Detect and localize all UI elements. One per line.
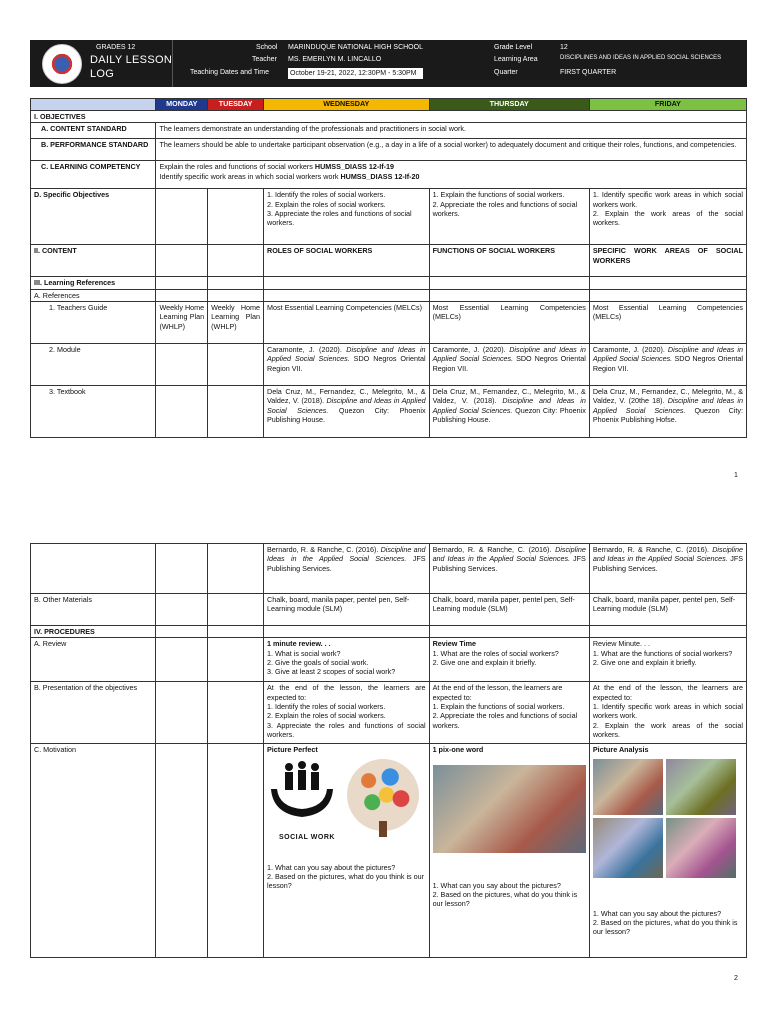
- performance-label: B. PERFORMANCE STANDARD: [31, 139, 156, 161]
- module-fri: Caramonte, J. (2020). Discipline and Ideas in Applied Social Sciences. SDO Negros Oriental Region VII.: [589, 344, 746, 386]
- module-wed: Caramonte, J. (2020). Discipline and Ideas in Applied Social Sciences. SDO Negros Oriental Region VII.: [264, 344, 430, 386]
- motivation-thu: 1 pix-one word 1. What can you say about the pictures? 2. Based on the pictures, what do you think is our lesson?: [429, 744, 589, 958]
- grade-level-label: Grade Level: [494, 44, 533, 51]
- module-thu: Caramonte, J. (2020). Discipline and Ideas in Applied Social Sciences. SDO Negros Oriental Region VII.: [429, 344, 589, 386]
- references-sub: A. References: [31, 289, 156, 301]
- competency-line2: Identify specific work areas in which social workers work: [159, 171, 341, 181]
- review-label: A. Review: [31, 638, 156, 682]
- references-heading: III. Learning References: [31, 277, 156, 289]
- review-fri: Review Minute. . . 1. What are the functions of social workers? 2. Give one and explain it briefly.: [589, 638, 746, 682]
- social-work-picture: [267, 759, 426, 863]
- competency-code2: HUMSS_DIASS 12-If-20: [340, 171, 420, 181]
- content-thu: FUNCTIONS OF SOCIAL WORKERS: [429, 245, 589, 277]
- specific-mon: [156, 189, 208, 245]
- content-mon: [156, 245, 208, 277]
- grade-level-value: 12: [560, 44, 568, 51]
- bernardo-wed: Bernardo, R. & Ranche, C. (2016). Discipline and Ideas in the Applied Social Sciences. JFS Publishing Services.: [264, 544, 430, 594]
- presentation-wed: At the end of the lesson, the learners are expected to: 1. Identify the roles of social workers. 2. Explain the roles of social workers. 3. Appreciate the roles and functions of social workers.: [264, 682, 430, 744]
- competency-label: C. LEARNING COMPETENCY: [31, 161, 156, 189]
- motivation-fri-title: Picture Analysis: [592, 745, 649, 755]
- competency-line1: Explain the roles and functions of social workers: [159, 162, 315, 172]
- lesson-header: [30, 40, 747, 87]
- performance-text: The learners should be able to undertake participant observation (e.g., a day in a life of a social worker) to adequately document and critique their roles, functions, and competencies.: [156, 139, 747, 161]
- social-workers-photo: [433, 765, 586, 853]
- motivation-thu-title: 1 pix-one word: [432, 745, 484, 755]
- content-standard-label: A. CONTENT STANDARD: [31, 123, 156, 139]
- specific-fri: 1. Identify specific work areas in which social workers work. 2. Explain the work areas of the social workers.: [589, 189, 746, 245]
- content-fri: SPECIFIC WORK AREAS OF SOCIAL WORKERS: [589, 245, 746, 277]
- specific-tue: [208, 189, 264, 245]
- page-1-table: [30, 98, 747, 438]
- other-wed: Chalk, board, manila paper, pentel pen, Self-Learning module (SLM): [264, 594, 430, 626]
- dates-box: [288, 68, 423, 79]
- teacher-label: Teacher: [252, 56, 277, 63]
- dates-label: Teaching Dates and Time: [190, 69, 269, 76]
- teacher-value: MS. EMERLYN M. LINCALLO: [288, 56, 382, 63]
- work-areas-collage: [593, 759, 743, 909]
- day-thursday: THURSDAY: [429, 99, 589, 111]
- content-standard-text: The learners demonstrate an understanding of the professionals and practitioners in social work.: [156, 123, 747, 139]
- title-line2: LOG: [90, 68, 115, 80]
- page-2-table: [30, 543, 747, 958]
- tg-mon: Weekly Home Learning Plan (WHLP): [156, 302, 208, 344]
- motivation-fri: Picture Analysis 1. What can you say about the pictures? 2. Based on the pictures, what do you think is our lesson?: [589, 744, 746, 958]
- bernardo-fri: Bernardo, R. & Ranche, C. (2016). Discipline and Ideas in the Applied Social Sciences. JFS Publishing Services.: [589, 544, 746, 594]
- presentation-thu: At the end of the lesson, the learners are expected to: 1. Explain the functions of social workers. 2. Appreciate the roles and functions of social workers.: [429, 682, 589, 744]
- teachers-guide-label: 1. Teachers Guide: [31, 302, 156, 344]
- day-friday: FRIDAY: [589, 99, 746, 111]
- competency-code1: HUMSS_DIASS 12-If-19: [314, 162, 394, 172]
- school-label: School: [256, 44, 278, 51]
- presentation-fri: At the end of the lesson, the learners are expected to: 1. Identify specific work areas in which social workers work. 2. Explain the work areas of the social workers.: [589, 682, 746, 744]
- motivation-wed-title: Picture Perfect: [267, 745, 318, 755]
- textbook-fri: Dela Cruz, M., Fernandez, C., Melegrito, M., & Valdez, V. (20the 18). Discipline and Ideas in Applied Social Sciences. Quezon City: Phoenix Publishing Hofse.: [589, 386, 746, 438]
- dates-value: October 19-21, 2022, 12:30PM - 5:30PM: [290, 70, 417, 77]
- motivation-label: C. Motivation: [31, 744, 156, 958]
- specific-wed: 1. Identify the roles of social workers. 2. Explain the roles of social workers. 3. Appreciate the roles and functions of social workers.: [264, 189, 430, 245]
- page-number-2: 2: [734, 975, 738, 982]
- textbook-label: 3. Textbook: [31, 386, 156, 438]
- bernardo-thu: Bernardo, R. & Ranche, C. (2016). Discipline and Ideas in the Applied Social Sciences. JFS Publishing Services.: [429, 544, 589, 594]
- school-value: MARINDUQUE NATIONAL HIGH SCHOOL: [288, 44, 423, 51]
- tg-wed: Most Essential Learning Competencies (MELCs): [264, 302, 430, 344]
- specific-objectives-label: D. Specific Objectives: [31, 189, 156, 245]
- quarter-value: FIRST QUARTER: [560, 69, 617, 76]
- day-wednesday: WEDNESDAY: [264, 99, 430, 111]
- corner-cell: [31, 99, 156, 111]
- module-label: 2. Module: [31, 344, 156, 386]
- other-fri: Chalk, board, manila paper, pentel pen, Self-Learning module (SLM): [589, 594, 746, 626]
- other-thu: Chalk, board, manila paper, pentel pen, Self-Learning module (SLM): [429, 594, 589, 626]
- objectives-heading: I. OBJECTIVES: [31, 111, 747, 123]
- tg-tue: Weekly Home Learning Plan (WHLP): [208, 302, 264, 344]
- deped-seal-icon: [42, 44, 82, 84]
- specific-thu: 1. Explain the functions of social workers. 2. Appreciate the roles and functions of social workers.: [429, 189, 589, 245]
- review-wed: 1 minute review. . . 1. What is social work? 2. Give the goals of social work. 3. Give at least 2 scopes of social work?: [264, 638, 430, 682]
- procedures-heading: IV. PROCEDURES: [31, 626, 156, 638]
- motivation-wed: Picture Perfect SOCIAL WORK 1. What can you say about the pictures? 2. Based on the pictures, what do you think is our lesson?: [264, 744, 430, 958]
- title-line1: DAILY LESSON: [90, 54, 173, 66]
- page-number-1: 1: [734, 472, 738, 479]
- tg-fri: Most Essential Learning Competencies (MELCs): [589, 302, 746, 344]
- review-thu: Review Time 1. What are the roles of social workers? 2. Give one and explain it briefly.: [429, 638, 589, 682]
- tg-thu: Most Essential Learning Competencies (MELCs): [429, 302, 589, 344]
- social-work-family-icon: [267, 759, 337, 829]
- day-tuesday: TUESDAY: [208, 99, 264, 111]
- content-tue: [208, 245, 264, 277]
- textbook-thu: Dela Cruz, M., Fernandez, C., Melegrito, M., & Valdez, V. (2018). Discipline and Ideas in Applied Social Sciences. Quezon City: Phoenix Publishing House.: [429, 386, 589, 438]
- other-materials-label: B. Other Materials: [31, 594, 156, 626]
- learning-area-value: DISCIPLINES AND IDEAS IN APPLIED SOCIAL SCIENCES: [560, 55, 722, 61]
- content-wed: ROLES OF SOCIAL WORKERS: [264, 245, 430, 277]
- presentation-label: B. Presentation of the objectives: [31, 682, 156, 744]
- quarter-label: Quarter: [494, 69, 518, 76]
- day-monday: MONDAY: [156, 99, 208, 111]
- grades-label: GRADES 12: [96, 44, 136, 51]
- learning-area-label: Learning Area: [494, 56, 538, 63]
- textbook-wed: Dela Cruz, M., Fernandez, C., Melegrito, M., & Valdez, V. (2018). Discipline and Ideas in Applied Social Sciences. Quezon City: Phoenix Publishing House.: [264, 386, 430, 438]
- social-work-caption: SOCIAL WORK: [279, 833, 335, 841]
- competency-text: [156, 161, 747, 189]
- content-label: II. CONTENT: [31, 245, 156, 277]
